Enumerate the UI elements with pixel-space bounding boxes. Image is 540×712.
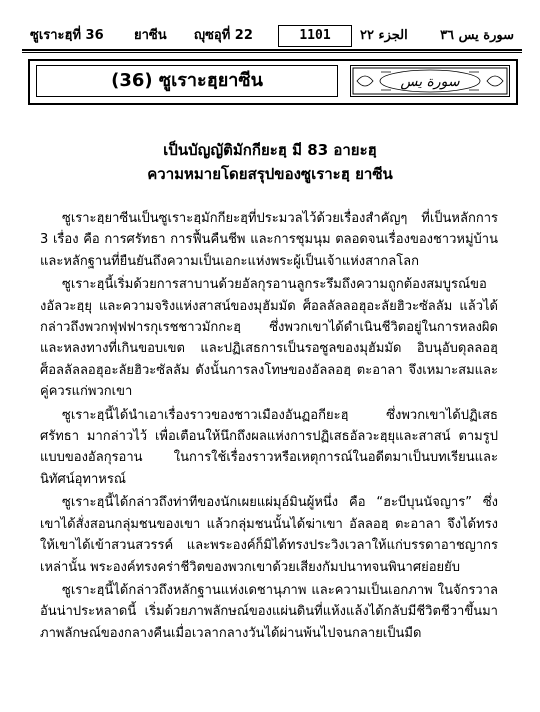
paragraph: ซูเราะฮฺนี้ได้กล่าวถึงหลักฐานแห่งเดชานุภาพ และความเป็นเอกภาพ ในจักรวาลอันน่าประหลาดนี้ เริ่มด้วยภาพลักษณ์ของแผ่นดินที่แห้งแล้งได้กลับมีชีวิตชีวาขึ้นมา ภาพลักษณ์ของกลางคืนเมื่อเวลากลางวันได้ผ่านพ้นไปจนกลายเป็นมืด [40,582,498,641]
surah-title-banner [28,59,518,105]
calligraphy-ornament [350,65,510,97]
surah-arabic-label: سورة يس ٣٦ [440,28,514,43]
surah-name-label: ยาซีน [134,28,167,43]
running-header [22,24,522,48]
juz-label: ญุซอุที่ 22 [194,28,253,43]
surah-number-label: ซูเราะฮฺที่ 36 [30,28,104,43]
paragraph: ซูเราะฮฺนี้เริ่มด้วยการสาบานด้วยอัลกุรอานลูกระรึมถึงความถูกต้องสมบูรณ์ของอัลวะฮฺยุ และความจริงแห่งสาสน์ของมุฮัมมัด ศ็อลลัลลอฮุอะลัยฮิวะซัลลัม แล้วได้กล่าวถึงพวกฟุฟฟารกุเรชชาวมักกะฮฺ ซึ่งพวกเขาได้ดำเนินชีวิตอยู่ในการหลงผิด และหลงทางที่เกินขอบเขต และปฏิเสธการเป็นรอซูลของมุฮัมมัด อิบนุอับดุลลอฮฺ ศ็อลลัลลอฮุอะลัยฮิวะซัลลัม ดังนั้นการลงโทษของอัลลอฮฺ ตะอาลา จึงเหมาะสมและคู่ควรแก่พวกเขา [40,277,498,400]
summary-heading: ความหมายโดยสรุปของซูเราะฮฺ ยาซีน [147,165,393,183]
body-text [40,208,498,646]
paragraph: ซูเราะฮฺนี้ได้กล่าวถึงท่าทีของนักเผยแผ่มุอ์มินผู้หนึ่ง คือ “ฮะบีบุนนัจญาร” ซึ่งเขาได้สั่งสอนกลุ่มชนของเขา แล้วกลุ่มชนนั้นได้ฆ่าเขา อัลลอฮฺ ตะอาลา จึงได้ทรงให้เขาได้เข้าสวนสวรรค์ และพระองค์ก็มิได้ทรงประวิงเวลาให้แก่บรรดาอาชญากรเหล่านั้น พระองค์ทรงคร่าชีวิตของพวกเขาด้วยเสียงกัมปนาทจนพินาศย่อยยับ [40,495,498,575]
header-rule-thin [22,52,522,53]
header-rule [22,49,522,51]
paragraph: ซูเราะฮฺนี้ได้นำเอาเรื่องราวของชาวเมืองอันฏอกียะฮฺ ซึ่งพวกเขาได้ปฏิเสธศรัทธา มากล่าวไว้ เพื่อเตือนให้นึกถึงผลแห่งการปฏิเสธอัลวะฮฺยุและสาสน์ ตามรูปแบบของอัลกุรอาน ในการใช้เรื่องราวหรือเหตุการณ์ในอดีตมาเป็นบทเรียนและนิทัศน์อุทาหรณ์ [40,407,498,487]
revelation-heading: เป็นบัญญัติมักกียะฮฺ มี 83 อายะฮฺ [163,141,377,159]
paragraph: ซูเราะฮฺยาซีนเป็นซูเราะฮฺมักกียะฮฺที่ประมวลไว้ด้วยเรื่องสำคัญๆ ที่เป็นหลักการ 3 เรื่อง คือ การศรัทธา การฟื้นคืนชีพ และการชุมนุม ตลอดจนเรื่องของชาวหมู่บ้าน และหลักฐานที่ยืนยันถึงความเป็นเอกะแห่งพระผู้เป็นเจ้าแห่งสากลโลก [40,211,498,269]
ornament-frame-icon [351,66,509,96]
page-number: 1101 [278,25,352,47]
surah-title: (36) ซูเราะฮฺยาซีน [36,65,338,97]
juz-arabic-label: الجزء ٢٢ [360,28,408,43]
calligraphy-text: سورة يس [400,74,460,90]
